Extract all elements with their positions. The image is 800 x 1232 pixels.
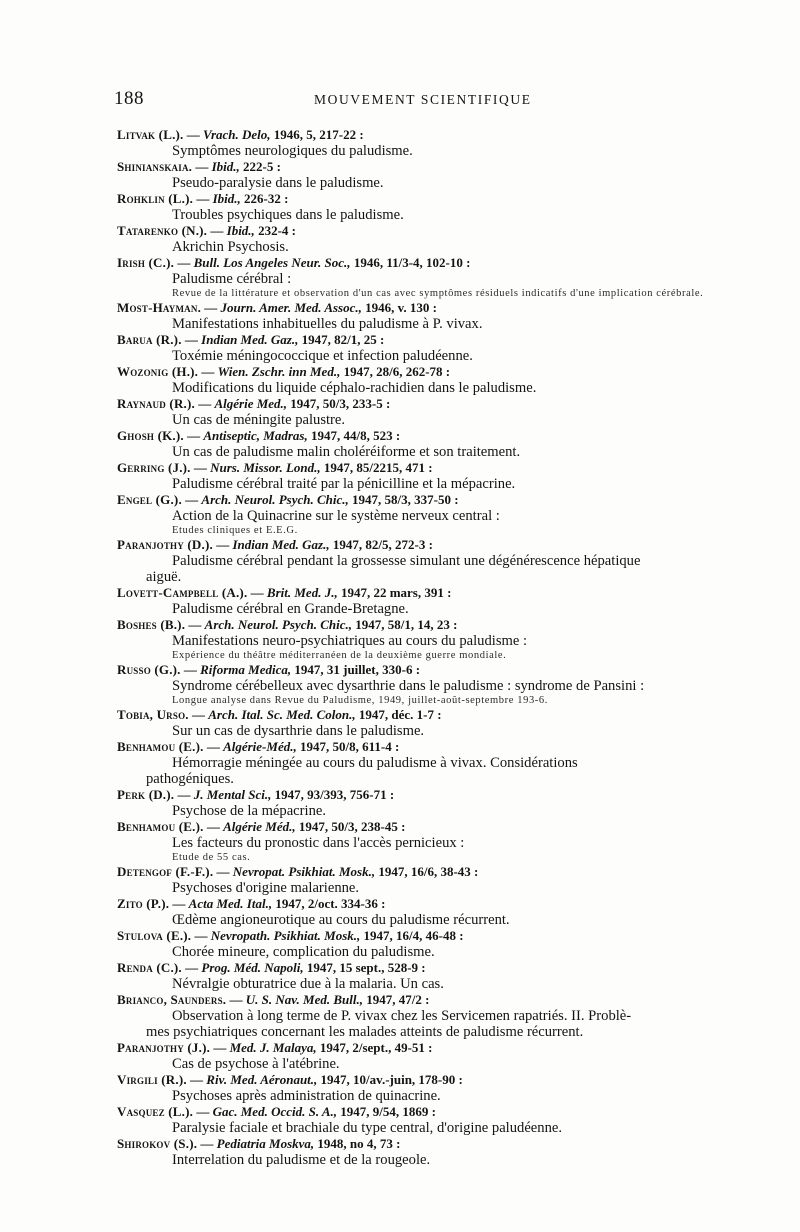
author: Irish (C.).	[117, 255, 175, 270]
journal: Bull. Los Angeles Neur. Soc.,	[193, 255, 351, 270]
bibliography-entry	[0, 1136, 800, 1168]
journal: Nevropat. Psikhiat. Mosk.,	[232, 864, 376, 879]
bibliography-entry	[0, 300, 800, 332]
author: Raynaud (R.).	[117, 396, 195, 411]
citation-line: Rohklin (L.). — Ibid., 226-32 :	[117, 191, 289, 206]
author: Gerring (J.).	[117, 460, 191, 475]
article-title: Psychoses après administration de quinacrine.	[172, 1088, 441, 1104]
article-title: Cas de psychose à l'atébrine.	[172, 1056, 340, 1072]
bibliography-entry	[0, 460, 800, 492]
article-note: Etude de 55 cas.	[172, 852, 251, 863]
journal: Pediatria Moskva,	[216, 1136, 315, 1151]
journal: Algérie-Méd.,	[223, 739, 297, 754]
citation-line: Vasquez (L.). — Gac. Med. Occid. S. A., 1947, 9/54, 1869 :	[117, 1104, 436, 1119]
journal: Nevropath. Psikhiat. Mosk.,	[210, 928, 361, 943]
article-title: Les facteurs du pronostic dans l'accès pernicieux :	[172, 835, 465, 851]
author: Litvak (L.).	[117, 127, 184, 142]
reference-details: 1947, 16/4, 46-48 :	[360, 928, 464, 943]
author: Most-Hayman.	[117, 300, 202, 315]
article-title: Toxémie méningococcique et infection paludéenne.	[172, 348, 473, 364]
reference-details: 1947, 22 mars, 391 :	[337, 585, 452, 600]
author: Shinianskaia.	[117, 159, 193, 174]
reference-details: 232-4 :	[254, 223, 296, 238]
article-title: Hémorragie méningée au cours du paludisme à vivax. Considérations	[172, 755, 578, 771]
article-title: Symptômes neurologiques du paludisme.	[172, 143, 413, 159]
bibliography-entry	[0, 191, 800, 223]
bibliography-entry	[0, 255, 800, 300]
citation-line: Benhamou (E.). — Algérie-Méd., 1947, 50/8, 611-4 :	[117, 739, 400, 754]
article-title-continuation: mes psychiatriques concernant les malades atteints de paludisme récurrent.	[146, 1024, 584, 1040]
bibliography-entry	[0, 787, 800, 819]
journal: Arch. Neurol. Psych. Chic.,	[204, 617, 353, 632]
citation-line: Paranjothy (J.). — Med. J. Malaya, 1947, 2/sept., 49-51 :	[117, 1040, 433, 1055]
journal: Ibid.,	[211, 159, 240, 174]
article-title: Œdème angioneurotique au cours du paludisme récurrent.	[172, 912, 510, 928]
reference-details: 1947, 10/av.-juin, 178-90 :	[317, 1072, 463, 1087]
author: Paranjothy (D.).	[117, 537, 213, 552]
article-title: Interrelation du paludisme et de la rougeole.	[172, 1152, 431, 1168]
article-title: Paludisme cérébral pendant la grossesse simulant une dégénérescence hépatique	[172, 553, 641, 569]
article-title: Psychose de la mépacrine.	[172, 803, 326, 819]
bibliography-entry	[0, 928, 800, 960]
author: Detengof (F.-F.).	[117, 864, 214, 879]
journal: Prog. Méd. Napoli,	[201, 960, 304, 975]
reference-details: 1947, 50/8, 611-4 :	[296, 739, 400, 754]
journal: Arch. Neurol. Psych. Chic.,	[201, 492, 349, 507]
reference-details: 1946, v. 130 :	[361, 300, 438, 315]
journal: Med. J. Malaya,	[229, 1040, 317, 1055]
bibliography-entry	[0, 585, 800, 617]
journal: Riforma Medica,	[200, 662, 292, 677]
author: Barua (R.).	[117, 332, 182, 347]
journal: Brit. Med. J.,	[266, 585, 338, 600]
citation-line: Gerring (J.). — Nurs. Missor. Lond., 1947, 85/2215, 471 :	[117, 460, 433, 475]
reference-details: 1947, 15 sept., 528-9 :	[303, 960, 426, 975]
article-title: Manifestations inhabituelles du paludisme à P. vivax.	[172, 316, 483, 332]
bibliography-entry	[0, 332, 800, 364]
reference-details: 1947, 2/oct. 334-36 :	[272, 896, 386, 911]
author: Stulova (E.).	[117, 928, 192, 943]
article-title: Syndrome cérébelleux avec dysarthrie dans le paludisme : syndrome de Pansini :	[172, 678, 645, 694]
article-title: Troubles psychiques dans le paludisme.	[172, 207, 404, 223]
journal: Nurs. Missor. Lond.,	[210, 460, 321, 475]
author: Rohklin (L.).	[117, 191, 194, 206]
citation-line: Engel (G.). — Arch. Neurol. Psych. Chic., 1947, 58/3, 337-50 :	[117, 492, 459, 507]
bibliography-entry	[0, 819, 800, 864]
reference-details: 1947, 93/393, 756-71 :	[271, 787, 395, 802]
article-note: Revue de la littérature et observation d'un cas avec symptômes résiduels indicatifs d'une implication cérébrale.	[172, 288, 704, 299]
citation-line: Tatarenko (N.). — Ibid., 232-4 :	[117, 223, 296, 238]
journal: Antiseptic, Madras,	[203, 428, 308, 443]
article-title: Action de la Quinacrine sur le système nerveux central :	[172, 508, 500, 524]
bibliography-entry	[0, 537, 800, 585]
reference-details: 1946, 5, 217-22 :	[270, 127, 364, 142]
journal: Indian Med. Gaz.,	[232, 537, 330, 552]
bibliography-entry	[0, 662, 800, 707]
citation-line: Tobia, Urso. — Arch. Ital. Sc. Med. Colon., 1947, déc. 1-7 :	[117, 707, 442, 722]
journal: J. Mental Sci.,	[193, 787, 272, 802]
article-title: Manifestations neuro-psychiatriques au cours du paludisme :	[172, 633, 528, 649]
article-title: Akrichin Psychosis.	[172, 239, 289, 255]
reference-details: 1947, 85/2215, 471 :	[320, 460, 433, 475]
journal: Ibid.,	[226, 223, 255, 238]
bibliography-entry	[0, 617, 800, 662]
article-note: Etudes cliniques et E.E.G.	[172, 525, 298, 536]
author: Lovett-Campbell (A.).	[117, 585, 248, 600]
citation-line: Shinianskaia. — Ibid., 222-5 :	[117, 159, 281, 174]
bibliography-entry	[0, 1072, 800, 1104]
author: Boshes (B.).	[117, 617, 186, 632]
author: Renda (C.).	[117, 960, 182, 975]
citation-line: Irish (C.). — Bull. Los Angeles Neur. Soc., 1946, 11/3-4, 102-10 :	[117, 255, 471, 270]
citation-line: Russo (G.). — Riforma Medica, 1947, 31 juillet, 330-6 :	[117, 662, 421, 677]
citation-line: Lovett-Campbell (A.). — Brit. Med. J., 1947, 22 mars, 391 :	[117, 585, 452, 600]
bibliography-entry	[0, 1040, 800, 1072]
author: Virgili (R.).	[117, 1072, 187, 1087]
bibliography-entry	[0, 428, 800, 460]
article-title: Un cas de paludisme malin choléréiforme et son traitement.	[172, 444, 521, 460]
bibliography-entry	[0, 707, 800, 739]
citation-line: Detengof (F.-F.). — Nevropat. Psikhiat. Mosk., 1947, 16/6, 38-43 :	[117, 864, 479, 879]
citation-line: Wozonig (H.). — Wien. Zschr. inn Med., 1947, 28/6, 262-78 :	[117, 364, 451, 379]
article-title-continuation: pathogéniques.	[146, 771, 234, 787]
citation-line: Brianco, Saunders. — U. S. Nav. Med. Bull., 1947, 47/2 :	[117, 992, 430, 1007]
journal: Algérie Méd.,	[223, 819, 296, 834]
journal: Indian Med. Gaz.,	[201, 332, 299, 347]
article-note: Longue analyse dans Revue du Paludisme, 1949, juillet-août-septembre 193-6.	[172, 695, 548, 706]
author: Benhamou (E.).	[117, 739, 204, 754]
reference-details: 1947, 47/2 :	[363, 992, 430, 1007]
journal: Riv. Med. Aéronaut.,	[206, 1072, 318, 1087]
journal: U. S. Nav. Med. Bull.,	[245, 992, 364, 1007]
journal: Arch. Ital. Sc. Med. Colon.,	[208, 707, 356, 722]
author: Vasquez (L.).	[117, 1104, 194, 1119]
citation-line: Raynaud (R.). — Algérie Med., 1947, 50/3, 233-5 :	[117, 396, 391, 411]
bibliography-entry	[0, 396, 800, 428]
bibliography-list	[0, 127, 800, 1168]
author: Tatarenko (N.).	[117, 223, 208, 238]
citation-line: Litvak (L.). — Vrach. Delo, 1946, 5, 217-22 :	[117, 127, 364, 142]
reference-details: 1947, 82/1, 25 :	[298, 332, 385, 347]
article-title-continuation: aiguë.	[146, 569, 182, 585]
citation-line: Zito (P.). — Acta Med. Ital., 1947, 2/oct. 334-36 :	[117, 896, 386, 911]
journal: Wien. Zschr. inn Med.,	[217, 364, 341, 379]
journal: Journ. Amer. Med. Assoc.,	[220, 300, 362, 315]
reference-details: 1947, 2/sept., 49-51 :	[316, 1040, 433, 1055]
article-title: Paludisme cérébral :	[172, 271, 292, 287]
bibliography-entry	[0, 864, 800, 896]
reference-details: 1947, 28/6, 262-78 :	[340, 364, 451, 379]
author: Engel (G.).	[117, 492, 182, 507]
page-number: 188	[114, 88, 144, 109]
reference-details: 1947, 58/1, 14, 23 :	[352, 617, 458, 632]
article-title: Pseudo-paralysie dans le paludisme.	[172, 175, 384, 191]
reference-details: 222-5 :	[239, 159, 281, 174]
author: Tobia, Urso.	[117, 707, 189, 722]
reference-details: 1947, 82/5, 272-3 :	[329, 537, 433, 552]
citation-line: Most-Hayman. — Journ. Amer. Med. Assoc., 1946, v. 130 :	[117, 300, 438, 315]
citation-line: Ghosh (K.). — Antiseptic, Madras, 1947, 44/8, 523 :	[117, 428, 401, 443]
bibliography-entry	[0, 739, 800, 787]
author: Paranjothy (J.).	[117, 1040, 211, 1055]
article-note: Expérience du théâtre méditerranéen de la deuxième guerre mondiale.	[172, 650, 507, 661]
citation-line: Shirokov (S.). — Pediatria Moskva, 1948, no 4, 73 :	[117, 1136, 401, 1151]
author: Zito (P.).	[117, 896, 170, 911]
bibliography-entry	[0, 1104, 800, 1136]
citation-line: Perk (D.). — J. Mental Sci., 1947, 93/393, 756-71 :	[117, 787, 395, 802]
journal: Ibid.,	[212, 191, 241, 206]
bibliography-entry	[0, 896, 800, 928]
reference-details: 1947, 9/54, 1869 :	[337, 1104, 436, 1119]
journal: Gac. Med. Occid. S. A.,	[212, 1104, 338, 1119]
author: Wozonig (H.).	[117, 364, 199, 379]
citation-line: Stulova (E.). — Nevropath. Psikhiat. Mosk., 1947, 16/4, 46-48 :	[117, 928, 464, 943]
article-title: Sur un cas de dysarthrie dans le paludisme.	[172, 723, 425, 739]
running-title: MOUVEMENT SCIENTIFIQUE	[314, 92, 532, 107]
bibliography-entry	[0, 992, 800, 1040]
bibliography-entry	[0, 364, 800, 396]
reference-details: 1947, déc. 1-7 :	[355, 707, 442, 722]
article-title: Névralgie obturatrice due à la malaria. Un cas.	[172, 976, 444, 992]
article-title: Paralysie faciale et brachiale du type central, d'origine paludéenne.	[172, 1120, 562, 1136]
journal: Vrach. Delo,	[203, 127, 271, 142]
author: Perk (D.).	[117, 787, 175, 802]
citation-line: Paranjothy (D.). — Indian Med. Gaz., 1947, 82/5, 272-3 :	[117, 537, 433, 552]
page-header	[114, 88, 534, 112]
article-title: Paludisme cérébral traité par la pénicilline et la mépacrine.	[172, 476, 516, 492]
citation-line: Renda (C.). — Prog. Méd. Napoli, 1947, 15 sept., 528-9 :	[117, 960, 426, 975]
citation-line: Benhamou (E.). — Algérie Méd., 1947, 50/3, 238-45 :	[117, 819, 406, 834]
article-title: Chorée mineure, complication du paludisme.	[172, 944, 435, 960]
bibliography-entry	[0, 127, 800, 159]
author: Benhamou (E.).	[117, 819, 204, 834]
reference-details: 226-32 :	[240, 191, 289, 206]
reference-details: 1947, 16/6, 38-43 :	[375, 864, 479, 879]
article-title: Psychoses d'origine malarienne.	[172, 880, 360, 896]
bibliography-entry	[0, 159, 800, 191]
journal: Acta Med. Ital.,	[188, 896, 273, 911]
bibliography-entry	[0, 960, 800, 992]
author: Russo (G.).	[117, 662, 181, 677]
article-title: Un cas de méningite palustre.	[172, 412, 346, 428]
reference-details: 1947, 50/3, 233-5 :	[287, 396, 391, 411]
author: Ghosh (K.).	[117, 428, 184, 443]
author: Brianco, Saunders.	[117, 992, 227, 1007]
bibliography-entry	[0, 492, 800, 537]
reference-details: 1946, 11/3-4, 102-10 :	[350, 255, 471, 270]
citation-line: Boshes (B.). — Arch. Neurol. Psych. Chic., 1947, 58/1, 14, 23 :	[117, 617, 458, 632]
article-title: Observation à long terme de P. vivax chez les Servicemen rapatriés. II. Problè-	[172, 1008, 632, 1024]
citation-line: Virgili (R.). — Riv. Med. Aéronaut., 1947, 10/av.-juin, 178-90 :	[117, 1072, 463, 1087]
reference-details: 1947, 44/8, 523 :	[307, 428, 401, 443]
author: Shirokov (S.).	[117, 1136, 198, 1151]
reference-details: 1947, 58/3, 337-50 :	[348, 492, 459, 507]
reference-details: 1948, no 4, 73 :	[314, 1136, 401, 1151]
reference-details: 1947, 31 juillet, 330-6 :	[291, 662, 421, 677]
citation-line: Barua (R.). — Indian Med. Gaz., 1947, 82/1, 25 :	[117, 332, 385, 347]
article-title: Modifications du liquide céphalo-rachidien dans le paludisme.	[172, 380, 537, 396]
reference-details: 1947, 50/3, 238-45 :	[295, 819, 406, 834]
journal: Algérie Med.,	[214, 396, 288, 411]
article-title: Paludisme cérébral en Grande-Bretagne.	[172, 601, 409, 617]
bibliography-entry	[0, 223, 800, 255]
